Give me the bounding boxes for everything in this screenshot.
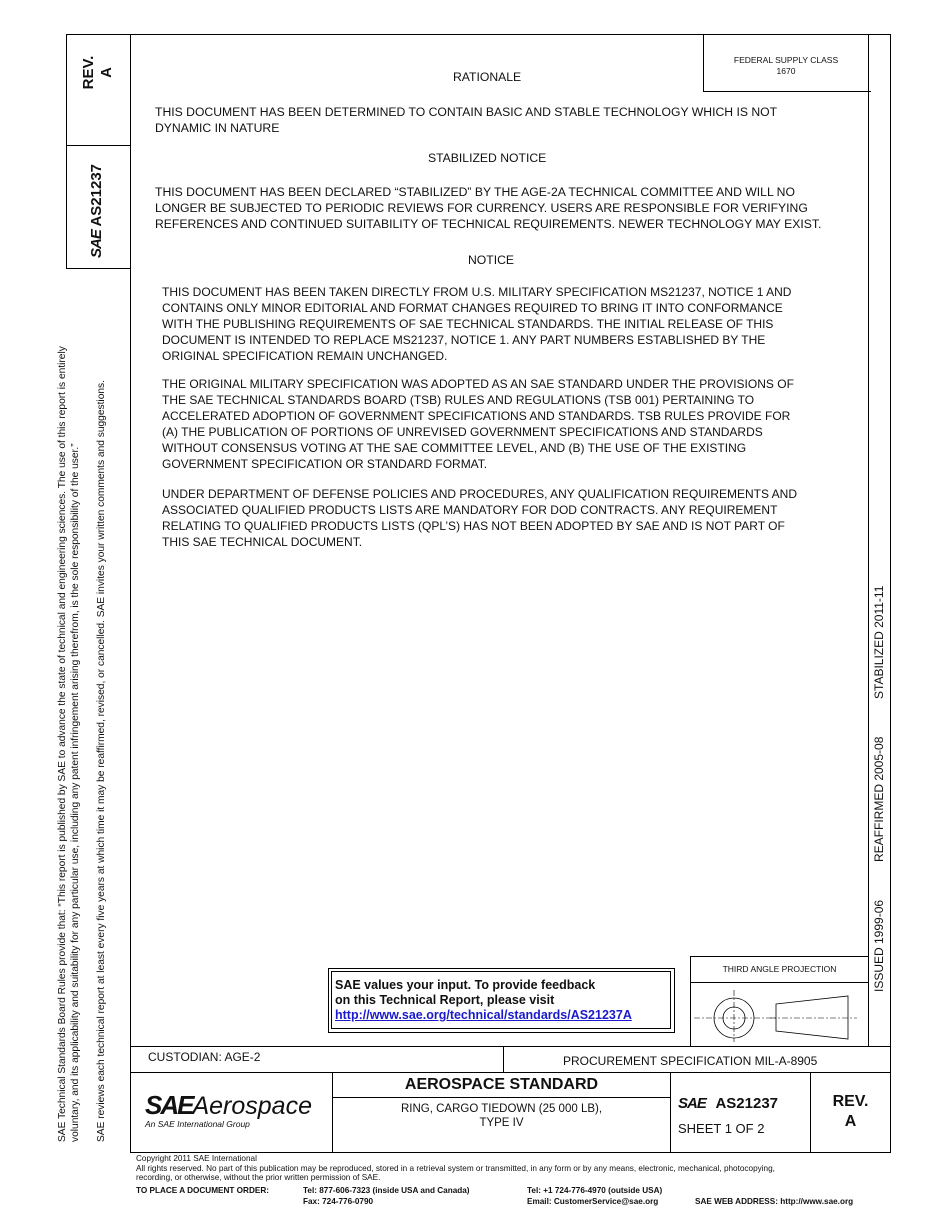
reaffirmed-date: REAFFIRMED 2005-08 <box>872 736 886 862</box>
logo-tagline: An SAE International Group <box>145 1119 250 1129</box>
federal-supply-class <box>704 55 868 77</box>
sae-logo-icon: SAE <box>145 1090 193 1120</box>
strip-rev-value: A <box>98 67 115 78</box>
fsc-box-bottom <box>703 91 871 92</box>
web-address: SAE WEB ADDRESS: http://www.sae.org <box>695 1197 854 1206</box>
notice-line: DOCUMENT IS INTENDED TO REPLACE MS21237, NOTICE 1. ANY PART NUMBERS ESTABLISHED BY THE <box>162 333 766 347</box>
title-underline <box>332 1097 670 1098</box>
order-contacts-intl <box>527 1185 662 1207</box>
strip-doc-number: AS21237 <box>88 163 105 227</box>
item-description <box>333 1102 670 1130</box>
feedback-line: SAE values your input. To provide feedback <box>335 978 596 992</box>
issued-date: ISSUED 1999-06 <box>872 899 886 992</box>
third-angle-projection-icon <box>692 984 867 1044</box>
notice-line: (A) THE PUBLICATION OF PORTIONS OF UNREVISED GOVERNMENT SPECIFICATIONS AND STANDARDS <box>162 425 763 439</box>
order-contacts-us <box>303 1185 470 1207</box>
stabilized-text <box>155 184 865 232</box>
order-label: TO PLACE A DOCUMENT ORDER: <box>136 1186 269 1195</box>
standard-title: AEROSPACE STANDARD <box>404 1076 599 1093</box>
title-block-top <box>130 1046 891 1047</box>
stabilized-heading: STABILIZED NOTICE <box>428 151 547 165</box>
board-rules-line2: voluntary, and its applicability and suitability for any particular use, including any patent infringement arising therefrom, is the sole responsibility of the user.” <box>70 443 81 1142</box>
revision-block <box>811 1092 890 1132</box>
frame-left-strip <box>66 34 67 268</box>
stabilized-line: REFERENCES AND CONTINUED SUITABILITY OF TECHNICAL REQUIREMENTS. NEWER TECHNOLOGY MAY EXIST. <box>155 217 822 231</box>
rationale-heading: RATIONALE <box>453 70 522 84</box>
board-rules-line1: SAE Technical Standards Board Rules provide that: “This report is published by SAE to advance the state of technical and engineering sciences. The use of this report is entirely <box>57 346 68 1142</box>
notice-line: ORIGINAL SPECIFICATION REMAIN UNCHANGED. <box>162 349 448 363</box>
copyright: Copyright 2011 SAE International <box>136 1154 257 1163</box>
strip-revision <box>80 35 116 110</box>
strip-divider-2 <box>66 268 130 269</box>
email: Email: CustomerService@sae.org <box>527 1197 659 1206</box>
strip-rev-label: REV. <box>80 55 97 90</box>
notice-paragraph-3 <box>162 486 862 550</box>
item-line: TYPE IV <box>479 1117 524 1129</box>
notice-line: ASSOCIATED QUALIFIED PRODUCTS LISTS ARE MANDATORY FOR DOD CONTRACTS. ANY REQUIREMENT <box>162 503 778 517</box>
notice-line: WITHOUT CONSENSUS VOTING AT THE SAE COMMITTEE LEVEL, AND (B) THE USE OF THE EXISTING <box>162 441 747 455</box>
aerospace-wordmark: Aerospace <box>192 1092 312 1120</box>
notice-paragraph-1 <box>162 284 862 364</box>
fax: Fax: 724-776-0790 <box>303 1197 374 1206</box>
stabilized-date: STABILIZED 2011-11 <box>872 585 886 699</box>
fsc-label: FEDERAL SUPPLY CLASS <box>733 55 839 65</box>
title-block-bottom <box>130 1152 891 1153</box>
feedback-line: on this Technical Report, please visit <box>335 993 555 1007</box>
rationale-line: DYNAMIC IN NATURE <box>155 121 280 135</box>
strip-divider-1 <box>66 145 130 146</box>
procurement-spec: PROCUREMENT SPECIFICATION MIL-A-8905 <box>563 1054 818 1068</box>
review-notice-line: SAE reviews each technical report at least every five years at which time it may be reaffirmed, revised, or cancelled. SAE invites your written comments and suggestions. <box>96 380 107 1142</box>
frame-right <box>890 34 891 1152</box>
rev-value: A <box>844 1113 857 1130</box>
notice-line: UNDER DEPARTMENT OF DEFENSE POLICIES AND PROCEDURES, ANY QUALIFICATION REQUIREMENTS AND <box>162 487 797 501</box>
sheet-number: SHEET 1 OF 2 <box>678 1121 765 1136</box>
custodian: CUSTODIAN: AGE-2 <box>148 1050 261 1064</box>
feedback-text <box>335 978 632 1023</box>
projection-box-divider <box>690 982 868 983</box>
notice-line: THIS SAE TECHNICAL DOCUMENT. <box>162 535 363 549</box>
notice-paragraph-2 <box>162 376 862 472</box>
feedback-box <box>328 968 675 1033</box>
projection-label: THIRD ANGLE PROJECTION <box>722 964 837 974</box>
rationale-text <box>155 104 855 136</box>
notice-line: RELATING TO QUALIFIED PRODUCTS LISTS (QPL’S) HAS NOT BEEN ADOPTED BY SAE AND IS NOT PART OF <box>162 519 785 533</box>
notice-heading: NOTICE <box>468 253 515 267</box>
rationale-line: THIS DOCUMENT HAS BEEN DETERMINED TO CONTAIN BASIC AND STABLE TECHNOLOGY WHICH IS NOT <box>155 105 778 119</box>
notice-line: GOVERNMENT SPECIFICATION OR STANDARD FORMAT. <box>162 457 488 471</box>
projection-box-top <box>690 956 868 957</box>
sae-logo-icon: SAE <box>88 230 105 258</box>
notice-line: ACCELERATED ADOPTION OF GOVERNMENT SPECIFICATIONS AND STANDARDS. TSB RULES PROVIDE FOR <box>162 409 791 423</box>
stabilized-line: THIS DOCUMENT HAS BEEN DECLARED “STABILIZED” BY THE AGE-2A TECHNICAL COMMITTEE AND WILL NO <box>155 185 795 199</box>
notice-line: THE SAE TECHNICAL STANDARDS BOARD (TSB) RULES AND REGULATIONS (TSB 001) PERTAINING TO <box>162 393 755 407</box>
title-divider <box>670 1072 671 1152</box>
sae-aerospace-logo <box>145 1090 312 1129</box>
rev-label: REV. <box>832 1093 869 1110</box>
doc-id-block <box>678 1095 778 1112</box>
custodian-divider <box>503 1046 504 1072</box>
fsc-value: 1670 <box>776 66 796 76</box>
notice-line: WITH THE PUBLISHING REQUIREMENTS OF SAE TECHNICAL STANDARDS. THE INITIAL RELEASE OF THIS <box>162 317 774 331</box>
notice-line: THE ORIGINAL MILITARY SPECIFICATION WAS ADOPTED AS AN SAE STANDARD UNDER THE PROVISIONS OF <box>162 377 794 391</box>
rights-line: recording, or otherwise, without the prior written permission of SAE. <box>136 1173 381 1183</box>
frame-top <box>66 34 891 35</box>
strip-doc-id <box>88 164 106 258</box>
tel-intl: Tel: +1 724-776-4970 (outside USA) <box>527 1186 663 1195</box>
title-block-row-divider <box>130 1072 891 1073</box>
notice-line: CONTAINS ONLY MINOR EDITORIAL AND FORMAT CHANGES REQUIRED TO BRING IT INTO CONFORMANCE <box>162 301 783 315</box>
board-rules-notice <box>56 346 82 1142</box>
rights-line: All rights reserved. No part of this publication may be reproduced, stored in a retrieval system or transmitted, in any form or by any means, electronic, mechanical, photocopying, <box>136 1163 775 1173</box>
review-notice <box>95 380 108 1142</box>
sae-logo-icon: SAE <box>678 1095 706 1112</box>
notice-line: THIS DOCUMENT HAS BEEN TAKEN DIRECTLY FROM U.S. MILITARY SPECIFICATION MS21237, NOTICE 1 AND <box>162 285 792 299</box>
doc-number: AS21237 <box>715 1095 779 1112</box>
feedback-link[interactable]: http://www.sae.org/technical/standards/AS21237A <box>335 1008 632 1022</box>
footer <box>136 1154 886 1183</box>
frame-right-inner <box>868 34 869 1046</box>
tel-us: Tel: 877-606-7323 (inside USA and Canada) <box>303 1186 470 1195</box>
item-line: RING, CARGO TIEDOWN (25 000 LB), <box>400 1103 603 1115</box>
frame-left <box>130 34 131 1152</box>
stabilized-line: LONGER BE SUBJECTED TO PERIODIC REVIEWS FOR CURRENCY. USERS ARE RESPONSIBLE FOR VERIFYING <box>155 201 808 215</box>
